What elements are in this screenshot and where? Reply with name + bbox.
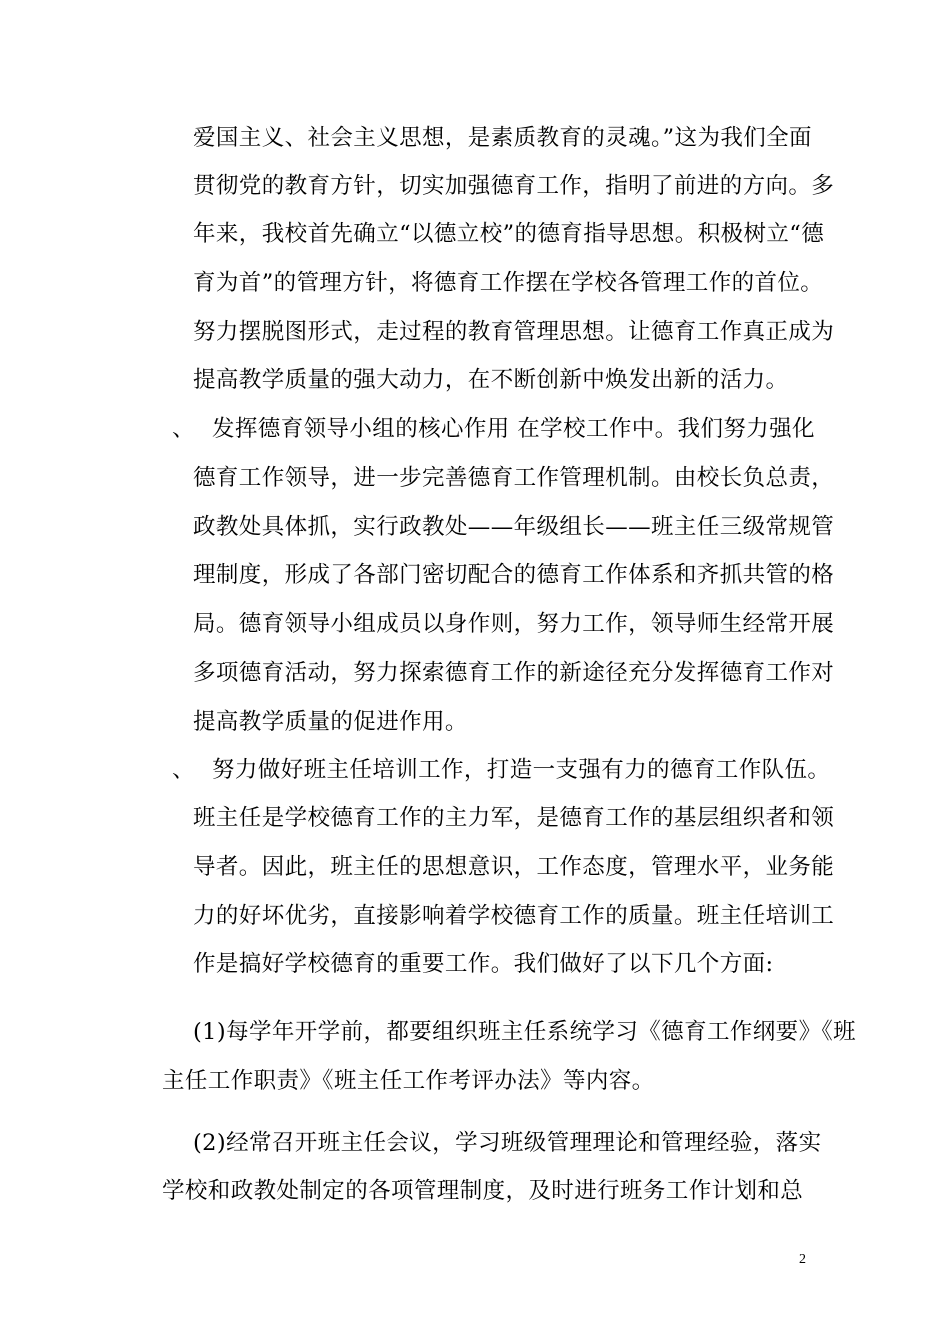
text-line: 作是搞好学校德育的重要工作。我们做好了以下几个方面: (193, 951, 774, 977)
text-line: 发挥德育领导小组的核心作用 在学校工作中。我们努力强化 (212, 416, 815, 442)
text-line: 主任工作职责》《班主任工作考评办法》等内容。 (162, 1068, 655, 1094)
text-line: 理制度，形成了各部门密切配合的德育工作体系和齐抓共管的格 (193, 562, 835, 588)
text-line: 贯彻党的教育方针，切实加强德育工作，指明了前进的方向。多 (193, 173, 835, 199)
text-line: 提高教学质量的促进作用。 (193, 709, 468, 735)
page-number: 2 (799, 1252, 806, 1267)
text-line: 提高教学质量的强大动力，在不断创新中焕发出新的活力。 (193, 367, 789, 393)
text-line: 年来，我校首先确立“以德立校”的德育指导思想。积极树立“德 (193, 221, 825, 247)
text-line: 政教处具体抓，实行政教处——年级组长——班主任三级常规管 (193, 514, 835, 540)
text-line: (2)经常召开班主任会议，学习班级管理理论和管理经验，落实 (193, 1130, 822, 1156)
text-line: 导者。因此，班主任的思想意识，工作态度，管理水平，业务能 (193, 854, 835, 880)
text-line: 努力摆脱图形式，走过程的教育管理思想。让德育工作真正成为 (193, 319, 835, 345)
text-line: 德育工作领导，进一步完善德育工作管理机制。由校长负总责， (193, 465, 835, 491)
text-line: 局。德育领导小组成员以身作则，努力工作，领导师生经常开展 (193, 611, 835, 637)
text-line: 育为首”的管理方针，将德育工作摆在学校各管理工作的首位。 (193, 270, 824, 296)
text-line: 班主任是学校德育工作的主力军，是德育工作的基层组织者和领 (193, 805, 835, 831)
text-line: 努力做好班主任培训工作，打造一支强有力的德育工作队伍。 (212, 757, 831, 783)
list-bullet: 、 (172, 416, 195, 442)
text-line: (1)每学年开学前，都要组织班主任系统学习《德育工作纲要》《班 (193, 1019, 857, 1045)
text-line: 力的好坏优劣，直接影响着学校德育工作的质量。班主任培训工 (193, 903, 835, 929)
text-line: 学校和政教处制定的各项管理制度，及时进行班务工作计划和总 (162, 1178, 804, 1204)
text-line: 爱国主义、社会主义思想，是素质教育的灵魂。”这为我们全面 (193, 125, 812, 151)
text-line: 多项德育活动，努力探索德育工作的新途径充分发挥德育工作对 (193, 660, 835, 686)
list-bullet: 、 (172, 757, 195, 783)
